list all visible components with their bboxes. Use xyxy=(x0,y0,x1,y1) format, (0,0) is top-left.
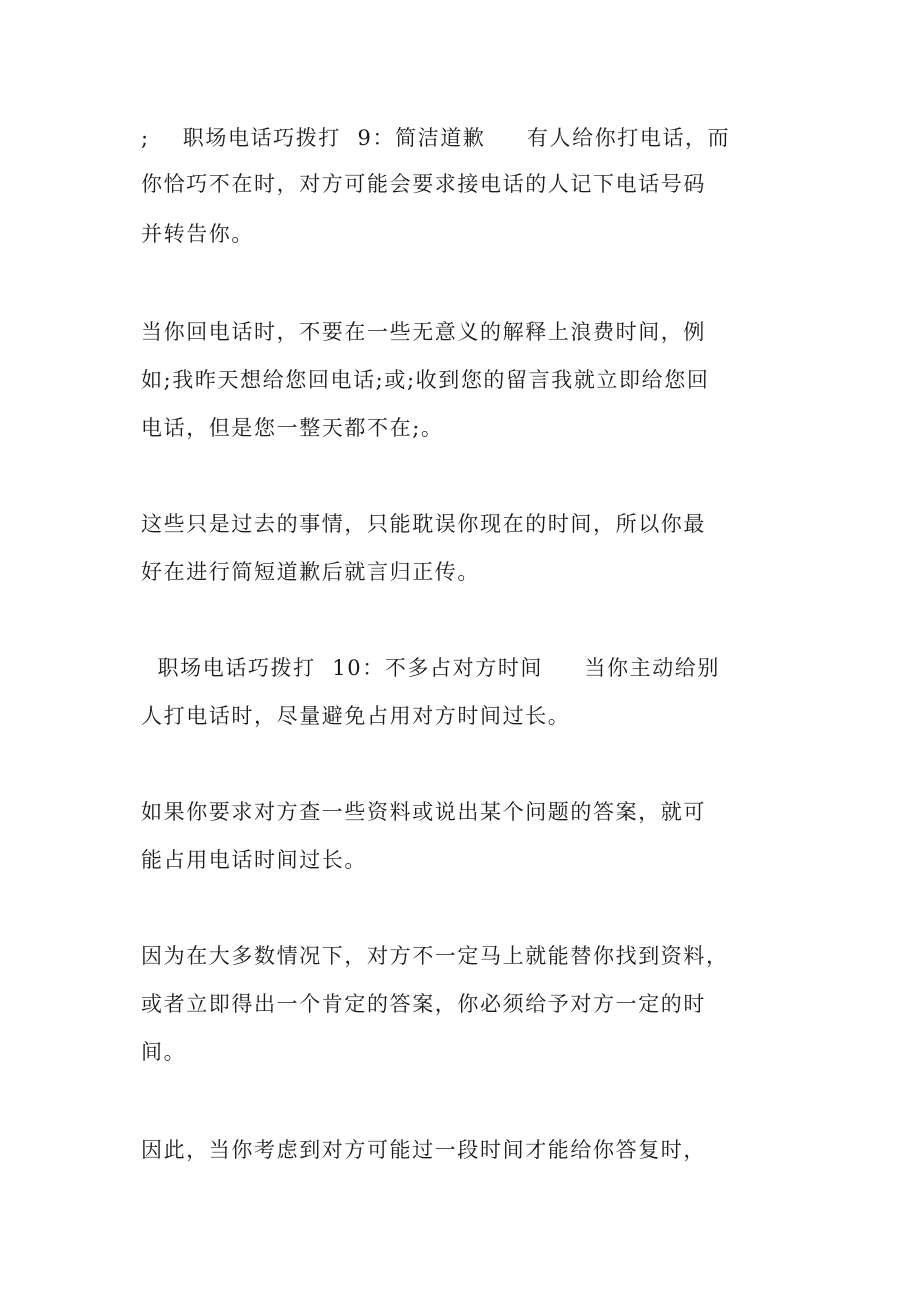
paragraph-1-line-2: 你恰巧不在时，对方可能会要求接电话的人记下电话号码 xyxy=(141,172,706,196)
paragraph-4-line-1: 职场电话巧拨打 10：不多占对方时间 当你主动给别 xyxy=(141,656,720,680)
paragraph-3-line-2: 好在进行简短道歉后就言归正传。 xyxy=(141,560,480,584)
paragraph-4-line-2: 人打电话时，尽量避免占用对方时间过长。 xyxy=(141,704,571,728)
paragraph-3-line-1: 这些只是过去的事情，只能耽误你现在的时间，所以你最 xyxy=(141,512,706,536)
paragraph-6-line-3: 间。 xyxy=(141,1040,187,1064)
paragraph-6-line-2: 或者立即得出一个肯定的答案，你必须给予对方一定的时 xyxy=(141,992,706,1016)
paragraph-7-line-1: 因此，当你考虑到对方可能过一段时间才能给你答复时， xyxy=(141,1138,706,1162)
paragraph-2-line-3: 电话，但是您一整天都不在;。 xyxy=(141,416,444,440)
paragraph-6-line-1: 因为在大多数情况下，对方不一定马上就能替你找到资料， xyxy=(141,944,729,968)
paragraph-2-line-2: 如;我昨天想给您回电话;或;收到您的留言我就立即给您回 xyxy=(141,368,710,392)
paragraph-5-line-2: 能占用电话时间过长。 xyxy=(141,848,367,872)
paragraph-1-line-3: 并转告你。 xyxy=(141,222,254,246)
paragraph-1-line-1: ; 职场电话巧拨打 9：简洁道歉 有人给你打电话，而 xyxy=(141,126,731,150)
paragraph-2-line-1: 当你回电话时，不要在一些无意义的解释上浪费时间，例 xyxy=(141,320,706,344)
paragraph-5-line-1: 如果你要求对方查一些资料或说出某个问题的答案，就可 xyxy=(141,800,706,824)
